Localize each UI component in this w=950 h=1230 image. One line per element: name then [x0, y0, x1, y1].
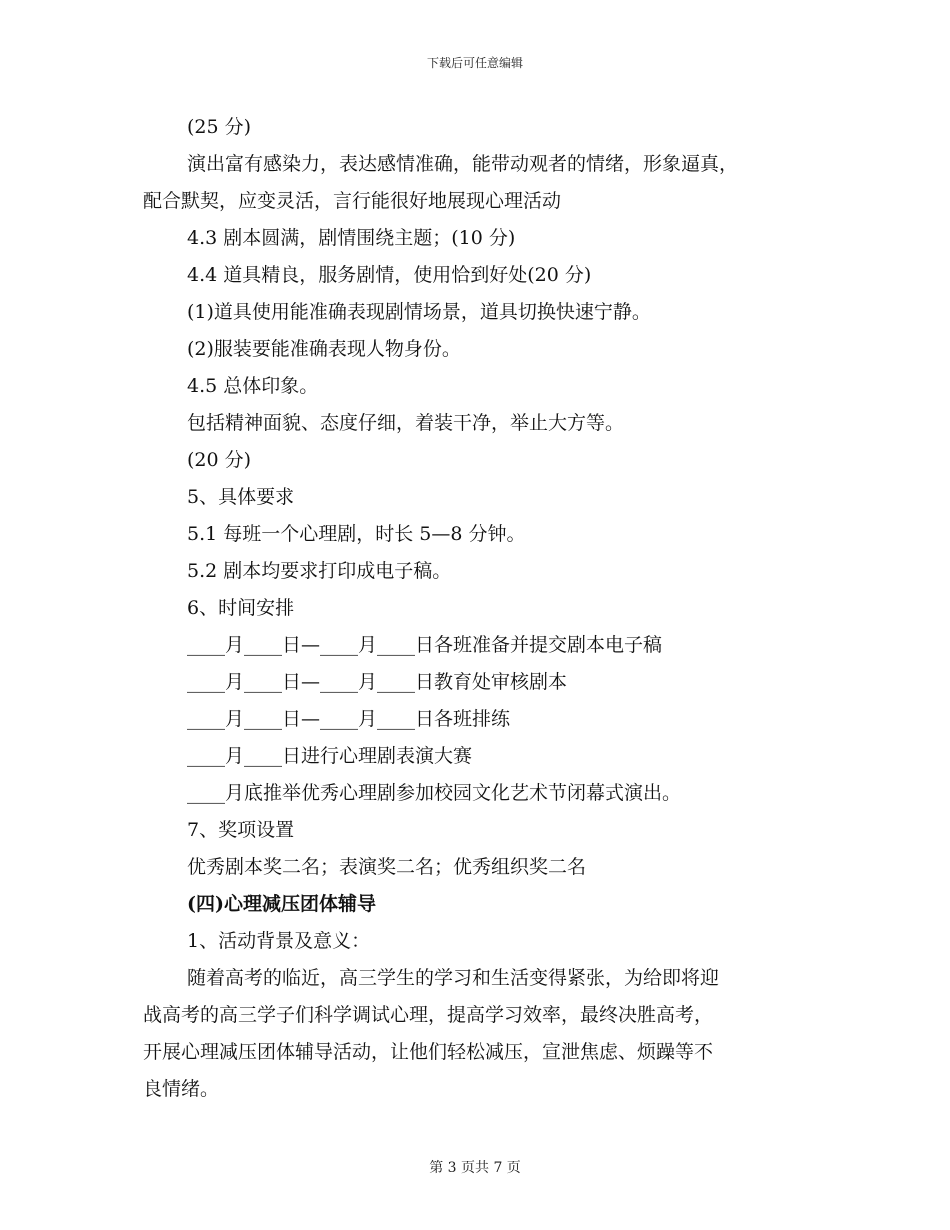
subsection-heading: 1、活动背景及意义： — [187, 930, 371, 952]
section-heading-5: 5、具体要求 — [187, 486, 295, 508]
item-4-4: 4.4 道具精良，服务剧情，使用恰到好处(20 分) — [187, 264, 592, 286]
sub-item-1: (1)道具使用能准确表现剧情场景，道具切换快速宁静。 — [187, 301, 651, 323]
page-footer: 第 3 页共 7 页 — [429, 1160, 521, 1176]
schedule-line: ____月底推举优秀心理剧参加校园文化艺术节闭幕式演出。 — [187, 782, 682, 804]
sub-item-2: (2)服装要能准确表现人物身份。 — [187, 338, 461, 360]
text-line: 包括精神面貌、态度仔细，着装干净，举止大方等。 — [187, 412, 625, 434]
item-4-3: 4.3 剧本圆满，剧情围绕主题；(10 分) — [187, 227, 516, 249]
score-line: (25 分) — [187, 116, 252, 138]
document-body — [143, 109, 815, 1108]
text-line: 演出富有感染力，表达感情准确，能带动观者的情绪，形象逼真， — [187, 153, 739, 175]
section-heading-4: (四)心理减压团体辅导 — [187, 893, 376, 915]
section-heading-7: 7、奖项设置 — [187, 819, 295, 841]
item-5-1: 5.1 每班一个心理剧，时长 5—8 分钟。 — [187, 523, 526, 545]
paragraph-line: 开展心理减压团体辅导活动，让他们轻松减压，宣泄焦虑、烦躁等不 — [143, 1041, 714, 1063]
paragraph-line: 良情绪。 — [143, 1078, 220, 1100]
paragraph-line: 战高考的高三学子们科学调试心理，提高学习效率，最终决胜高考， — [143, 1004, 714, 1026]
item-5-2: 5.2 剧本均要求打印成电子稿。 — [187, 560, 452, 582]
awards-line: 优秀剧本奖二名；表演奖二名；优秀组织奖二名 — [187, 856, 587, 878]
item-4-5: 4.5 总体印象。 — [187, 375, 319, 397]
schedule-line: ____月____日进行心理剧表演大赛 — [187, 745, 473, 767]
schedule-line: ____月____日—____月____日教育处审核剧本 — [187, 671, 568, 693]
section-heading-6: 6、时间安排 — [187, 597, 295, 619]
schedule-line: ____月____日—____月____日各班排练 — [187, 708, 511, 730]
schedule-line: ____月____日—____月____日各班准备并提交剧本电子稿 — [187, 634, 663, 656]
text-line: 配合默契，应变灵活，言行能很好地展现心理活动 — [143, 190, 562, 212]
page-header: 下载后可任意编辑 — [426, 56, 523, 70]
score-line: (20 分) — [187, 449, 252, 471]
paragraph-line: 随着高考的临近，高三学生的学习和生活变得紧张，为给即将迎 — [187, 967, 720, 989]
